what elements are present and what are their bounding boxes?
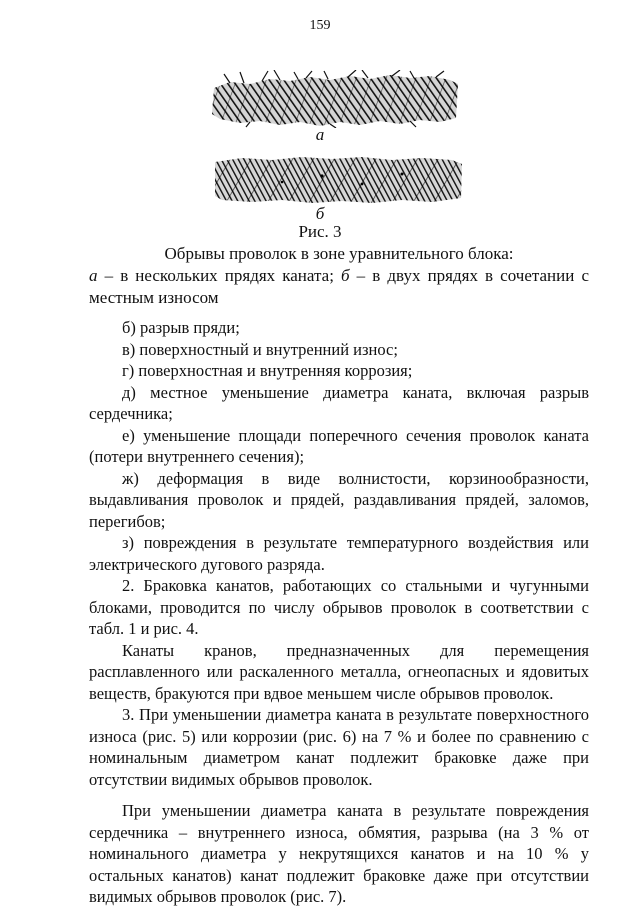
page-number: 159: [309, 18, 331, 33]
paragraph: е) уменьшение площади поперечного сечения проволок каната (потери внутреннего сечения);: [89, 425, 589, 466]
legend-letter-b: б: [341, 266, 350, 285]
legend-text-b: – в двух прядях в сочетании с местным износом: [89, 266, 589, 307]
paragraph: в) поверхностный и внутренний износ;: [122, 339, 398, 359]
paragraph: 3. При уменьшении диаметра каната в результате поверхностного износа (рис. 5) или коррозии (рис. 6) на 7 % и более по сравнению с номинальным диаметром канат подлежит браковке даже при отсутствии видимых обрывов проволок.: [89, 705, 589, 789]
caption-legend: [89, 265, 589, 309]
paragraph: з) повреждения в результате температурного воздействия или электрического дугового разряда.: [89, 533, 589, 574]
paragraph: д) местное уменьшение диаметра каната, включая разрыв сердечника;: [89, 382, 589, 423]
rope-image-b: [212, 154, 464, 206]
figure-label-b: б: [315, 204, 325, 223]
paragraph: ж) деформация в виде волнистости, корзинообразности, выдавливания проволок и прядей, раздавливания прядей, заломов, перегибов;: [89, 468, 589, 531]
figure-label-a: а: [315, 125, 325, 144]
figure-title: Рис. 3: [298, 222, 342, 241]
legend-text-a: – в нескольких прядях каната;: [97, 266, 342, 285]
paragraph: Канаты кранов, предназначенных для перемещения расплавленного или раскаленного металла, огнеопасных и ядовитых веществ, бракуются при вдвое меньшем числе обрывов проволок.: [89, 640, 589, 703]
paragraph: При уменьшении диаметра каната в результате повреждения сердечника – внутреннего износа, обмятия, разрыва (на 3 % от номинального диаметра у некрутящихся канатов и на 10 % у остальных канатов) канат подлежит браковке даже при отсутствии видимых обрывов проволок (рис. 7).: [89, 801, 589, 906]
paragraph: 2. Браковка канатов, работающих со стальными и чугунными блоками, проводится по числу обрывов проволок в соответствии с табл. 1 и рис. 4.: [89, 576, 589, 638]
paragraph: б) разрыв пряди;: [122, 318, 240, 337]
rope-image-a: [210, 70, 460, 128]
figure-caption: [89, 243, 589, 309]
legend-letter-a: а: [89, 266, 98, 285]
body-text: [89, 317, 589, 908]
paragraph: г) поверхностная и внутренняя коррозия;: [122, 361, 413, 380]
caption-heading: Обрывы проволок в зоне уравнительного блока:: [164, 244, 514, 263]
